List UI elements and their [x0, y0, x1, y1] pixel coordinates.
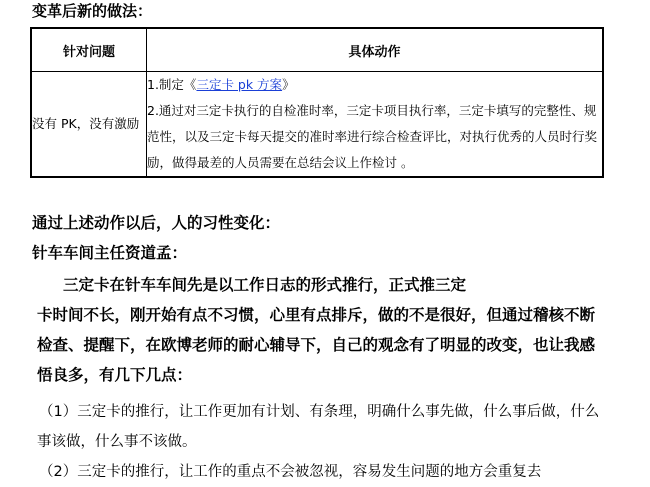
issue-cell: 没有 PK，没有激励: [31, 72, 147, 178]
body-line-2: 卡时间不长，刚开始有点不习惯，心里有点排斥，做的不是很好，但通过稽核不断检查、提醒下，在欧博老师的耐心辅导下，自己的观念有了明显的改变，也让我感悟良多，有几下几点：: [37, 306, 596, 384]
list-item: （2）三定卡的推行，让工作的重点不会被忽视，容易发生问题的地方会重复去: [39, 464, 542, 480]
pk-plan-link[interactable]: 三定卡 pk 方案: [196, 77, 283, 92]
list-item: （1）三定卡的推行，让工作更加有计划、有条理，明确什么事先做，什么事后做，什么事该做，什么事不该做。: [37, 404, 600, 450]
insight-list: [37, 397, 607, 487]
column-header-actions: 具体动作: [147, 28, 604, 72]
action-item-1: [147, 72, 602, 98]
action-1-suffix: 》: [282, 77, 295, 92]
column-header-issue: 针对问题: [31, 28, 147, 72]
action-1-prefix: 1.制定《: [147, 77, 197, 92]
table-row: [31, 72, 603, 178]
section-heading: 变革后新的做法：: [32, 2, 153, 20]
plan-table: [30, 27, 604, 178]
after-heading: 通过上述动作以后，人的习性变化：: [32, 214, 281, 232]
body-paragraph: [37, 270, 607, 390]
body-line-1: 三定卡在针车车间先是以工作日志的形式推行，正式推三定: [63, 276, 467, 294]
action-item-2: 2.通过对三定卡执行的自检准时率，三定卡项目执行率，三定卡填写的完整性、规范性，以及三定卡每天提交的准时率进行综合检查评比，对执行优秀的人员时行奖励，做得最差的人员需要在总结会议上作检讨 。: [147, 103, 598, 170]
actions-cell: [147, 72, 604, 178]
speaker-line: 针车车间主任资道孟：: [32, 244, 188, 262]
table-header-row: [31, 28, 603, 72]
